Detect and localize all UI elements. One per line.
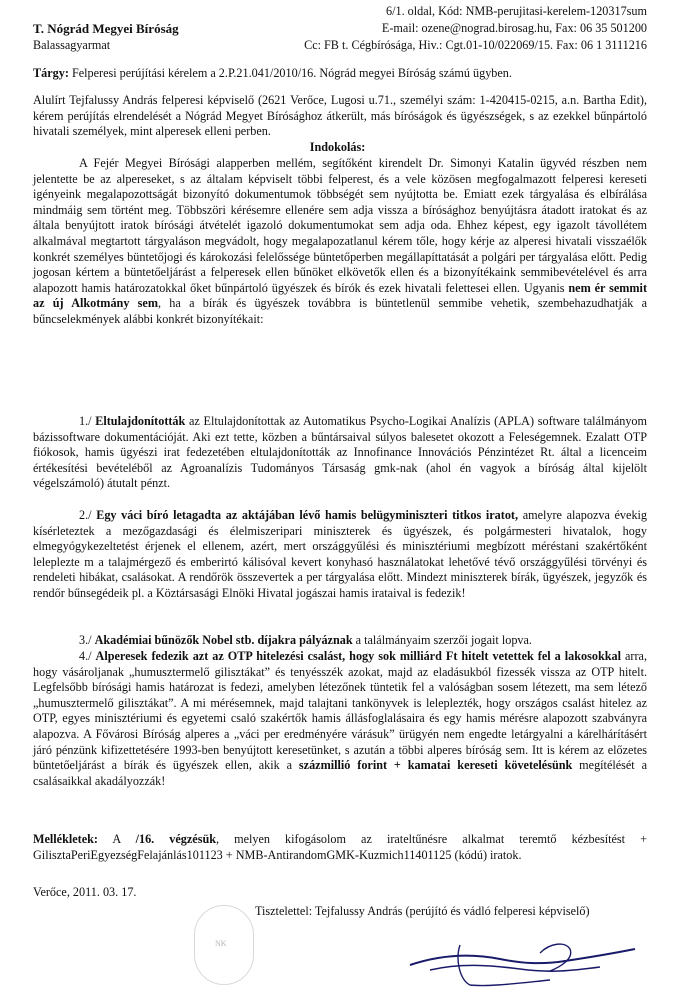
item-1-number: 1./ (79, 414, 92, 428)
signature-line: Tisztelettel: Tejfalussy András (perújító és vádló felperesi képviselő) (255, 904, 590, 918)
email-fax: E-mail: ozene@nograd.birosag.hu, Fax: 06 35 501200 (381, 21, 647, 35)
attachments-label: Mellékletek: (33, 832, 98, 846)
item-4-number: 4./ (79, 649, 92, 663)
cc-line: Cc: FB t. Cégbírósága, Hiv.: Cgt.01-10/022069/15. Fax: 06 1 3111216 (304, 38, 647, 52)
page-info: 6/1. oldal, Kód: NMB-perujitasi-kerelem-120317sum (386, 4, 647, 18)
item-2-title: Egy váci bíró letagadta az aktájában lévő hamis belügyminiszteri titkos iratot, (96, 508, 519, 522)
reasons-title: Indokolás: (309, 140, 366, 154)
evidence-item-4 (33, 649, 647, 789)
attachments-paragraph (33, 832, 647, 863)
item-3-title: Akadémiai bűnözők Nobel stb. díjakra pályáznak (94, 633, 353, 647)
item-2-text: amelyre alapozva évekig kísérleteztek a mezőgazdasági és élelmiszeripari miniszterek és ügyészek, és polgármesteri hivatalok, hogy elmegyógykezeltetést érjenek el ellenem, azért, mert országgyűlési és minisztériumi megbízott méréstani szakértőként leleplezte m a talajmérgező és emberirtó kálisóval kevert konyhasó használatokat lehetővé tévő országgyűlési törvényi és rendeleti hibákat, csalásokat. A rendőrök összevertek a per tárgyalása előtt. Mindezt miniszterek bírák, ügyészek, jegyzők és rendőr bűnsegédeik pl. a Köztársasági Elnöki Hivatal jogászai hamis irataival is fedezik! (33, 508, 648, 600)
constitution-emphasis: nem ér semmit az új Alkotmány sem (33, 280, 647, 311)
attachments-a: A (97, 832, 136, 846)
item-4-title: Alperesek fedezik azt az OTP hitelezési csalást, hogy sok milliárd Ft hitelt vetettek fel a lakosokkal (95, 649, 621, 663)
stamp-text: NK (215, 939, 227, 948)
item-1-text: az Eltulajdonítottak az Automatikus Psycho-Logikai Analízis (APLA) software találmányom bázissoftware dokumentációját. Aki ezt tette, közben a bűntársaival súlyos balesetet okozott a Feleségemnek. Ezalatt OTP fiókosok, hamis ügyészi irat fedezetében eltulajdonították az Innofinance Innovációs Pénzintézet Rt. által a licenceim értékesítési bevételéből az Agroanalízis Tudományos Társaság gmk-nak (ahol én vagyok a bíróság által kijelölt végelszámoló) átutalt pénzt. (33, 414, 648, 491)
item-3-text: a találmányaim szerzői jogait lopva. (352, 633, 532, 647)
official-stamp (194, 905, 254, 985)
item-2-number: 2./ (79, 508, 92, 522)
evidence-item-1 (33, 414, 647, 492)
item-3-number: 3./ (79, 633, 92, 647)
item-4-claim: százmillió forint + kamatai kereseti követelésünk (298, 758, 573, 773)
city: Balassagyarmat (33, 38, 111, 52)
reasons-text-a: A Fejér Megyei Bírósági alapperben mellém, segítőként kirendelt Dr. Simonyi Katalin ügyvéd részben nem jelentette be az alpereseket, s az általam képviselt többi felperest, és a vele közösen megfogalmazott felperesi kereseti igényeink megalapozottságát bizonyító dokumentumok többségét sem nyújtotta be. Emiatt ezek tárgyalása és elbírálása mindmáig sem történt meg. Többszöri kérésemre ellenére sem adja vissza a bírósághoz benyújtásra átadott iratokat és az általa benyújtott iratok bírósági átvételét igazoló dokumentumokat sem adja oda. Ehhez képest, egy igazolt távollétem alkalmával megtartott tárgyaláson megvádolt, hogy megalapozatlanul kérem tőle, hogy kérje az alperesi hivatali visszaélők konkrét személyes büntetőjogi és károkozási felelőssége büntetőperben megállapíttatását a polgári per tárgyalása előtt. Pedig jogosan kértem a büntetőeljárást a felperesek ellen bűnöket elkövetők ellen és a bizonyítékaink semmibevételével és arra alapozott hamis határozatokkal őket bűnpártoló ügyészek és bírók és ezek hivatali felettesei ellen. Ugyanis (33, 156, 647, 295)
item-1-title: Eltulajdonították (95, 414, 186, 428)
reasons-paragraph (33, 156, 647, 328)
subject-label: Tárgy: (33, 66, 69, 80)
attachments-text: , melyen kifogásolom az irateltűnésre alkalmat teremtő kézbesítést + GilisztaPeriEgyezségFelajánlás101123 + NMB-AntirandomGMK-Kuzmich11401125 (kódú) iratok. (33, 832, 647, 862)
court-name: T. Nógrád Megyei Bíróság (33, 21, 179, 36)
subject-line (33, 66, 647, 82)
reasons-text-b: , ha a bírák és ügyészek továbbra is büntetlenül semmibe vehetik, szembehazudhatják a bűncselekmények alábbi konkrét bizonyítékait: (33, 296, 647, 326)
subject-text: Felperesi perújítási kérelem a 2.P.21.041/2010/16. Nógrád megyei Bíróság számú ügyben. (68, 66, 512, 80)
place-date: Verőce, 2011. 03. 17. (33, 885, 137, 899)
intro-paragraph: Alulírt Tejfalussy András felperesi képviselő (2621 Verőce, Lugosi u.71., személyi szám: 1-420415-0215, a.n. Bartha Edit), kérem perújítás elrendelését a Nógrád Megyet Bírósághoz átkerült, más bíróságok és ügyészségek, s az ezekkel bűnpártoló hivatali személyek, mint alperesek elleni perben. (33, 93, 647, 139)
item-4-text: arra, hogy vásároljanak „humusztermelő gilisztákat” és tenyésszék azokat, majd az eladásukból fizessék vissza az OTP hitelt. Legfelsőbb bírósági hamis határozat is fedezi, amelyben létezőnek tüntetik fel a valóságban sosem létezett, ma sem létező „humusztermelő gilisztákat”. A mi mérésemnek, majd talajtani tankönyvek is leleplezték, hogy országos csalást hitelez az OTP, egyes minisztériumi és egyetemi csaló szakértők hamis állásfoglalásaira és egy hamis mérésre alapozott szabványra alapozva. A Fővárosi Bíróság alperes a „váci per eredményére várásuk” ürügyén nem engedte letárgyalni a kárelhárításért járó pénzünk kifizettetésére 1993-ben benyújtott keresetünket, s azután a többi alperes bíróság sem. Itt is kérem az előzetes büntetőeljárást a bírák és ügyészek ellen, akik a (33, 649, 647, 773)
handwritten-signature (400, 925, 650, 995)
evidence-item-3 (33, 633, 647, 649)
evidence-item-2 (33, 508, 647, 602)
attachments-order: /16. végzésük (135, 832, 216, 846)
item-4-text-end: megítélését a csalásaikkal akadályozzák! (33, 758, 647, 788)
